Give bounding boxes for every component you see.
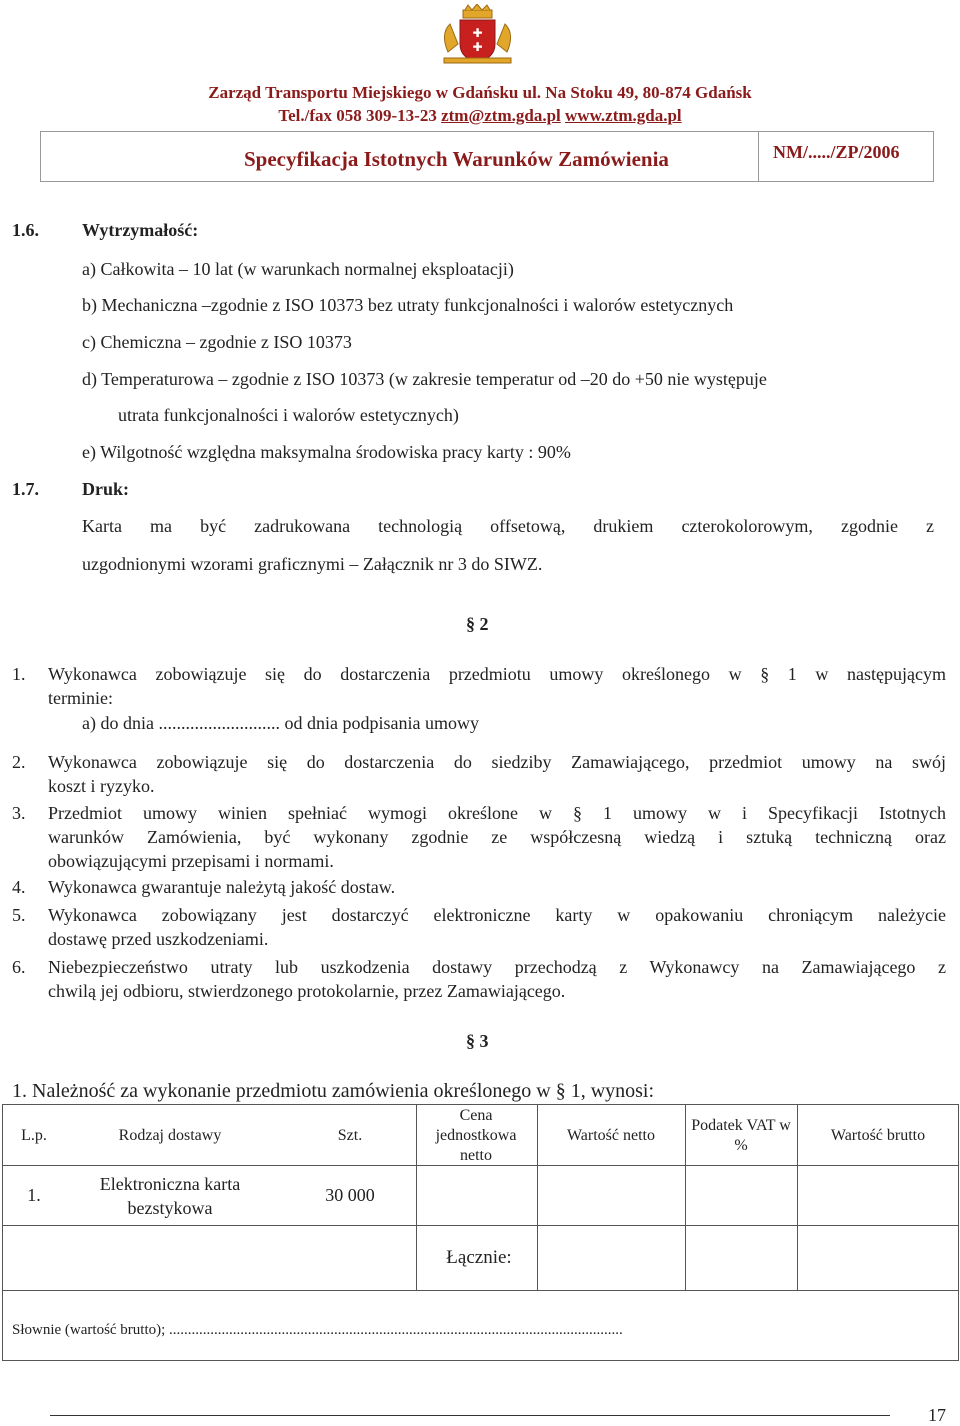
strength-item-d-cont: utrata funkcjonalności i walorów estetycznych) (118, 405, 459, 425)
p2-item1-line2: terminie: (48, 688, 113, 708)
p2-item6-num: 6. (12, 957, 26, 977)
header-tel: Tel./fax 058 309-13-23 (278, 106, 437, 125)
p2-item1-num: 1. (12, 664, 26, 684)
paragraph-2-heading: § 2 (466, 614, 489, 634)
website-link[interactable]: www.ztm.gda.pl (565, 106, 682, 125)
strength-item-d: d) Temperaturowa – zgodnie z ISO 10373 (w zakresie temperatur od –20 do +50 nie występuje (82, 369, 767, 389)
header-address: Zarząd Transportu Miejskiego w Gdańsku ul. Na Stoku 49, 80-874 Gdańsk (208, 83, 752, 102)
print-text-line1: Karta ma być zadrukowana technologią offsetową, drukiem czterokolorowym, zgodnie z (82, 516, 934, 536)
email-link[interactable]: ztm@ztm.gda.pl (441, 106, 561, 125)
header-contacts (0, 106, 960, 126)
strength-item-e: e) Wilgotność względna maksymalna środowiska pracy karty : 90% (82, 442, 571, 462)
p2-item1-line1: Wykonawca zobowiązuje się do dostarczenia przedmiotu umowy określonego w § 1 w następującym (48, 664, 946, 684)
section-number-1-7: 1.7. (12, 479, 39, 499)
coat-of-arms-logo (430, 4, 525, 66)
th-gross-value: Wartość brutto (830, 1127, 926, 1144)
section-title-strength: Wytrzymałość: (82, 220, 199, 240)
th-lp: L.p. (21, 1127, 47, 1144)
p2-item4-line1: Wykonawca gwarantuje należytą jakość dostaw. (48, 877, 396, 897)
section-title-print: Druk: (82, 479, 130, 499)
svg-text:✚: ✚ (472, 26, 483, 40)
strength-item-b: b) Mechaniczna –zgodnie z ISO 10373 bez utraty funkcjonalności i walorów estetycznych (82, 295, 734, 315)
p2-item5-line2: dostawę przed uszkodzeniami. (48, 929, 269, 949)
p2-deadline: a) do dnia ........................... od dnia podpisania umowy (82, 713, 479, 733)
p2-item2-line1: Wykonawca zobowiązuje się do dostarczenia do siedziby Zamawiającego, przedmiot umowy na swój (48, 752, 946, 772)
p2-item2-num: 2. (12, 752, 26, 772)
row-lp: 1. (27, 1185, 41, 1205)
print-text-line2: uzgodnionymi wzorami graficznymi – Załącznik nr 3 do SIWZ. (82, 554, 543, 574)
p2-item3-num: 3. (12, 803, 26, 823)
p2-item2-line2: koszt i ryzyko. (48, 776, 155, 796)
strength-item-a: a) Całkowita – 10 lat (w warunkach normalnej eksploatacji) (82, 259, 514, 279)
p2-item6-line2: chwilą jej odbioru, stwierdzonego protokolarnie, przez Zamawiającego. (48, 981, 566, 1001)
page-number: 17 (928, 1405, 946, 1425)
th-unit-price: Cena jednostkowa netto (435, 1107, 517, 1164)
p3-intro: 1. Należność za wykonanie przedmiotu zamówienia określonego w § 1, wynosi: (12, 1080, 655, 1102)
document-number: NM/...../ZP/2006 (773, 142, 900, 162)
footer-rule (50, 1415, 890, 1416)
row-qty: 30 000 (325, 1185, 375, 1205)
document-title: Specyfikacja Istotnych Warunków Zamówienia (244, 147, 669, 171)
th-vat: Podatek VAT w % (691, 1117, 791, 1154)
svg-text:✚: ✚ (472, 40, 483, 54)
p2-item3-line3: obowiązującymi przepisami i normami. (48, 851, 334, 871)
p2-item3-line1: Przedmiot umowy winien spełniać wymogi określone w § 1 umowy w i Specyfikacji Istotnych (48, 803, 946, 823)
th-item: Rodzaj dostawy (118, 1127, 222, 1144)
th-net-value: Wartość netto (566, 1127, 655, 1144)
total-label: Łącznie: (446, 1247, 512, 1268)
p2-item5-num: 5. (12, 905, 26, 925)
section-number-1-6: 1.6. (12, 220, 39, 240)
p2-item6-line1: Niebezpieczeństwo utraty lub uszkodzenia dostawy przechodzą z Wykonawcy na Zamawiającego z (48, 957, 946, 977)
p2-item4-num: 4. (12, 877, 26, 897)
paragraph-3-heading: § 3 (466, 1031, 489, 1051)
strength-item-c: c) Chemiczna – zgodnie z ISO 10373 (82, 332, 352, 352)
row-item: Elektroniczna karta bezstykowa (99, 1174, 241, 1218)
p2-item5-line1: Wykonawca zobowiązany jest dostarczyć elektroniczne karty w opakowaniu chroniącym należycie (48, 905, 946, 925)
amount-in-words: Słownie (wartość brutto); ......................................................................................................................... (12, 1322, 623, 1338)
p2-item3-line2: warunków Zamówienia, być wykonany zgodnie ze współczesną wiedzą i sztuką techniczną oraz (48, 827, 946, 847)
th-qty: Szt. (337, 1127, 363, 1144)
